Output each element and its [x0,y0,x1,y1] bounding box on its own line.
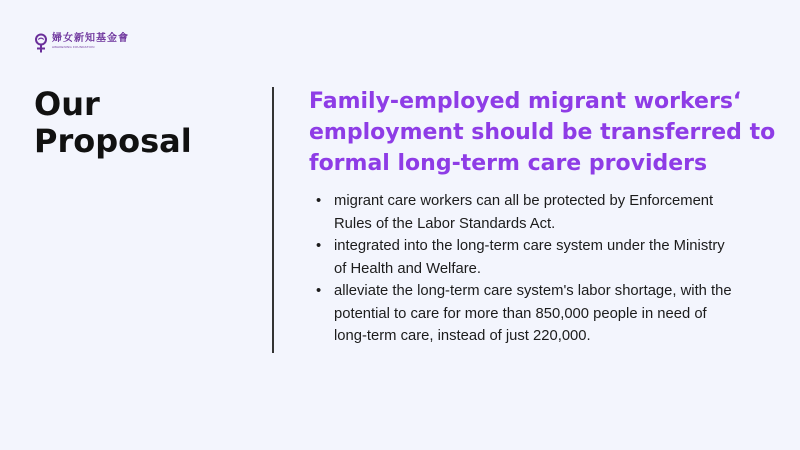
proposal-bullet-list [315,190,785,348]
logo-name: 婦女新知基金會 [52,33,129,44]
organization-logo [33,33,129,53]
bullet-dot-icon: • [316,238,322,254]
vertical-divider [272,87,274,353]
proposal-headline-line: formal long-term care providers [309,151,708,176]
bullet-text-line: alleviate the long-term care system's labor shortage, with the [334,283,732,299]
proposal-headline-line: employment should be transferred to [309,120,776,145]
bullet-item [315,235,785,280]
bullet-text-line: potential to care for more than 850,000 people in need of [334,305,707,322]
logo-text [52,33,129,49]
proposal-headline-line: Family-employed migrant workers‘ [309,89,742,114]
bullet-item [315,190,785,235]
bullet-text-line: integrated into the long-term care system under the Ministry [334,238,725,254]
bullet-item [315,280,785,348]
section-title-line: Proposal [34,122,192,160]
bullet-dot-icon: • [316,283,322,299]
proposal-headline [309,86,789,179]
bullet-dot-icon: • [316,193,322,209]
bullet-text-line: of Health and Welfare. [334,260,481,277]
section-title-line: Our [34,85,100,123]
bullet-text-line: long-term care, instead of just 220,000. [334,328,591,344]
bullet-text-line: migrant care workers can all be protected by Enforcement [334,193,714,209]
section-title [34,86,192,160]
bullet-text-line: Rules of the Labor Standards Act. [334,215,556,232]
logo-subtitle: AWAKENING FOUNDATION [52,45,95,49]
female-symbol-icon [33,33,49,53]
